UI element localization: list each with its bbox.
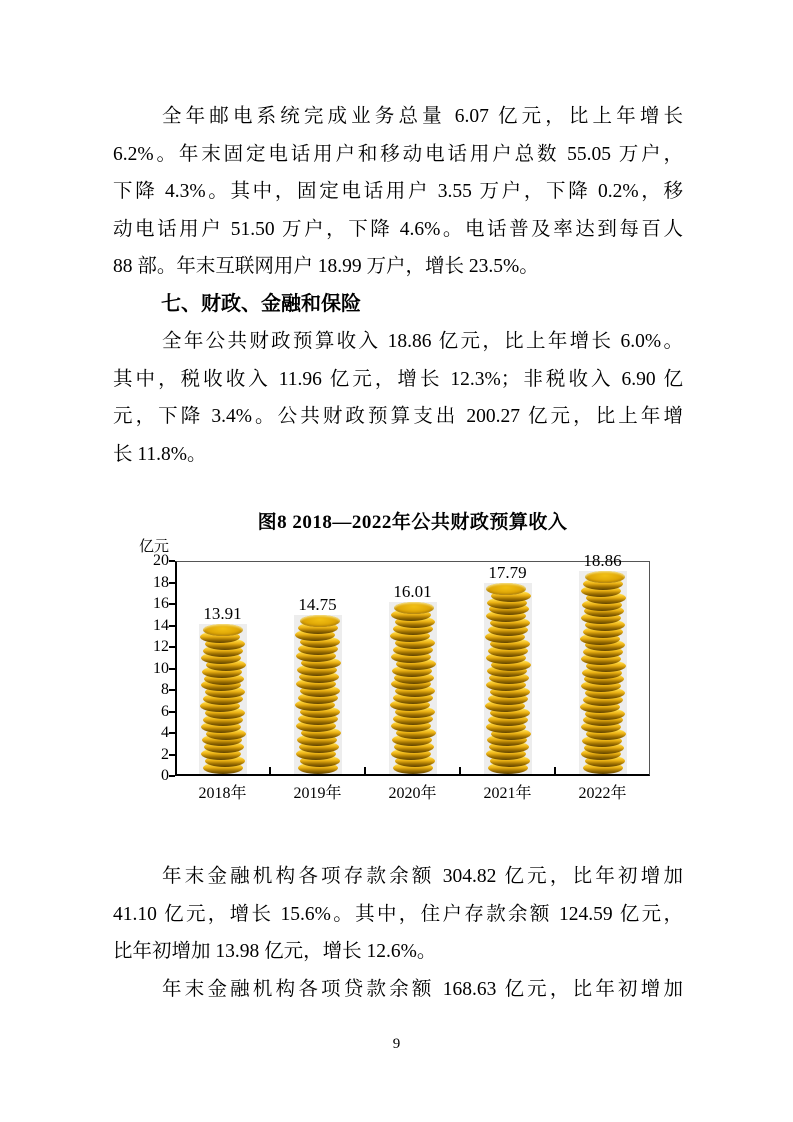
text-line: 下降 4.3%。其中，固定电话用户 3.55 万户，下降 0.2%，移 <box>113 181 683 202</box>
x-axis-label: 2022年 <box>578 785 627 802</box>
y-axis-tick-label: 0 <box>161 767 169 784</box>
text-line: 元，下降 3.4%。公共财政预算支出 200.27 亿元，比上年增 <box>113 406 683 427</box>
coin-stack-bar <box>579 571 627 774</box>
y-axis-tick <box>169 689 175 691</box>
y-axis-tick-label: 16 <box>153 595 169 612</box>
text-line: 年末金融机构各项贷款余额 168.63 亿元，比年初增加 <box>162 978 683 1000</box>
x-axis-tick <box>269 767 271 774</box>
bar-value-label: 17.79 <box>488 562 527 582</box>
x-axis-label: 2018年 <box>198 785 247 802</box>
y-axis-tick <box>169 754 175 756</box>
figure-8-chart <box>113 505 683 817</box>
text-line: 全年公共财政预算收入 18.86 亿元，比上年增长 6.0%。 <box>162 331 683 352</box>
text-line: 年末金融机构各项存款余额 304.82 亿元，比年初增加 <box>162 866 683 887</box>
bar-value-label: 16.01 <box>393 581 432 601</box>
paragraph-budget-revenue <box>113 323 683 473</box>
y-axis-unit-label: 亿元 <box>139 539 170 555</box>
text-line: 其中，税收收入 11.96 亿元，增长 12.3%；非税收入 6.90 亿 <box>113 368 683 390</box>
x-axis-label: 2020年 <box>388 785 437 802</box>
section-heading: 七、财政、金融和保险 <box>161 292 361 315</box>
text-line: 6.2%。年末固定电话用户和移动电话用户总数 55.05 万户， <box>113 143 683 165</box>
y-axis-tick-label: 12 <box>153 638 169 655</box>
y-axis-tick-label: 10 <box>153 659 169 677</box>
y-axis-tick-label: 2 <box>161 745 169 763</box>
coin-stack-bar <box>294 615 342 774</box>
y-axis-tick <box>169 732 175 734</box>
coin-top-face <box>394 602 434 614</box>
coin-stack-bar <box>389 602 437 774</box>
x-axis-tick <box>364 767 366 774</box>
coin-stack-bar <box>484 583 532 774</box>
text-line: 动电话用户 51.50 万户，下降 4.6%。电话普及率达到每百人 <box>113 218 683 240</box>
chart-title: 图8 2018—2022年公共财政预算收入 <box>257 512 568 533</box>
paragraph-deposits-loans <box>113 858 683 1008</box>
x-axis-label: 2019年 <box>293 785 342 802</box>
y-axis-tick-label: 4 <box>161 724 169 741</box>
section-block <box>113 286 683 474</box>
y-axis-tick <box>169 646 175 648</box>
y-axis-tick <box>169 582 175 584</box>
coin-top-face <box>486 583 526 595</box>
page-number: 9 <box>392 1036 401 1052</box>
y-axis-tick-label: 20 <box>153 552 169 569</box>
paragraph-post-telecom <box>113 98 683 286</box>
y-axis-tick <box>169 625 175 627</box>
text-line: 88 部。年末互联网用户 18.99 万户，增长 23.5%。 <box>113 256 539 277</box>
text-line: 比年初增加 13.98 亿元，增长 12.6%。 <box>113 941 437 962</box>
text-line: 41.10 亿元，增长 15.6%。其中，住户存款余额 124.59 亿元， <box>113 903 683 925</box>
y-axis-tick <box>169 775 175 777</box>
y-axis-tick <box>169 668 175 670</box>
bar-value-label: 18.86 <box>583 551 622 571</box>
y-axis-tick-label: 8 <box>161 681 169 698</box>
bar-value-label: 13.91 <box>203 604 242 624</box>
y-axis-tick-label: 6 <box>161 702 169 720</box>
text-line: 全年邮电系统完成业务总量 6.07 亿元，比上年增长 <box>162 106 683 127</box>
y-axis-tick <box>169 560 175 562</box>
x-axis-tick <box>459 767 461 774</box>
y-axis-tick-label: 14 <box>153 616 169 634</box>
y-axis-tick-label: 18 <box>153 573 169 591</box>
x-axis-label: 2021年 <box>483 785 532 802</box>
y-axis-tick <box>169 711 175 713</box>
coin-stack-bar <box>199 624 247 774</box>
x-axis-tick <box>554 767 556 774</box>
bar-value-label: 14.75 <box>298 595 337 615</box>
text-line: 长 11.8%。 <box>113 443 207 465</box>
